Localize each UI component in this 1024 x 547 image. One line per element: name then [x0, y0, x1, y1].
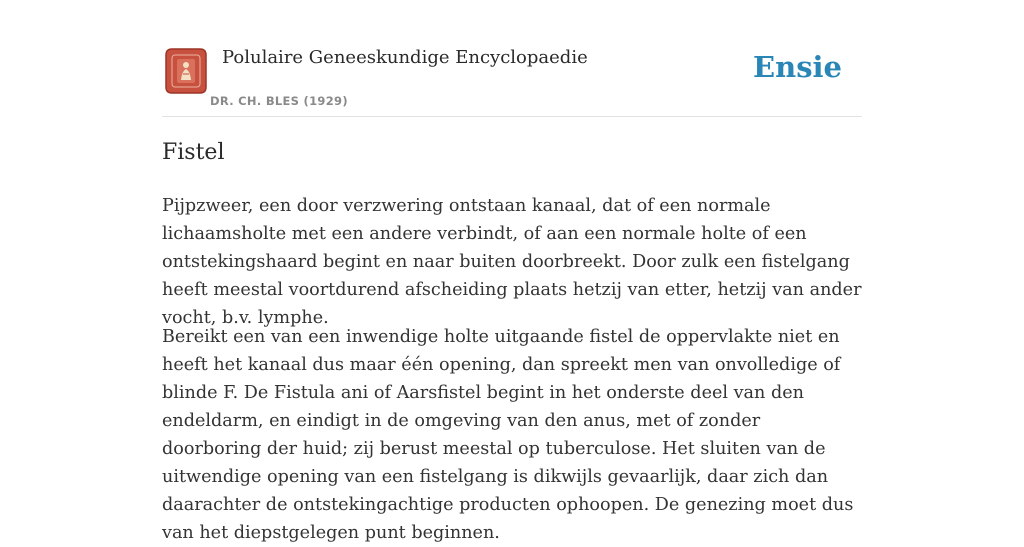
- book-emblem-icon[interactable]: [164, 47, 208, 95]
- entry-paragraph: Pijpzweer, een door verzwering ontstaan kanaal, dat of een normale lichaamsholte met een andere verbindt, of aan een normale holte of een ontstekingshaard begint en naar buiten doorbreekt. Door zulk een fistelgang heeft meestal voortdurend afscheiding plaats hetzij van etter, hetzij van ander vocht, b.v. lymphe.: [162, 196, 862, 328]
- book-author: DR. CH. BLES (1929): [210, 94, 348, 108]
- entry-paragraph: Bereikt een van een inwendige holte uitgaande fistel de oppervlakte niet en heeft het kanaal dus maar één opening, dan spreekt men van onvolledige of blinde F. De Fistula ani of Aarsfistel begint in het onderste deel van den endeldarm, en eindigt in de omgeving van den anus, met of zonder doorboring der huid; zij berust meestal op tuberculose. Het sluiten van de uitwendige opening van een fistelgang is dikwijls gevaarlijk, daar zich dan daarachter de ontstekingachtige producten ophoopen. De genezing moet dus van het diepstgelegen punt beginnen.: [162, 327, 854, 543]
- brand-logo[interactable]: Ensie: [753, 50, 842, 84]
- header: [162, 44, 862, 117]
- entry-title: Fistel: [162, 140, 225, 165]
- book-title[interactable]: Polulaire Geneeskundige Encyclopaedie: [222, 47, 588, 68]
